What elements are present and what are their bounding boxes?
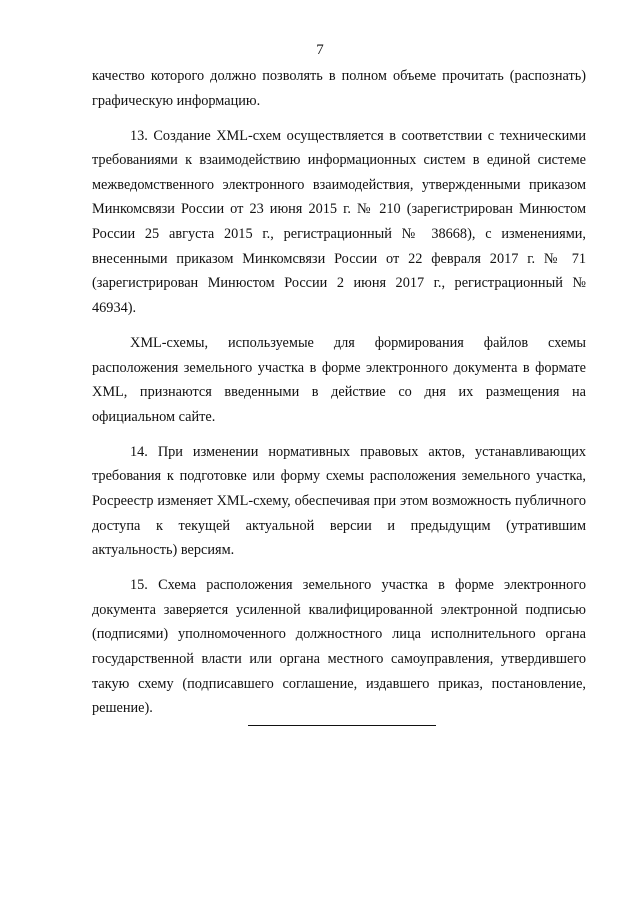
paragraph-14-schema-changes: 14. При изменении нормативных правовых актов, устанавливающих требования к подготовке или форму схемы расположения земельного участка, Росреестр изменяет XML-схему, обеспечивая при этом возможность публичного доступа к текущей актуальной версии и предыдущим (утратившим актуальность) версиям. bbox=[92, 443, 586, 559]
end-separator-line bbox=[248, 725, 436, 726]
document-body bbox=[92, 64, 586, 731]
paragraph-13-xml-schema-creation: 13. Создание XML-схем осуществляется в соответствии с техническими требованиями к взаимодействию информационных систем в единой системе межведомственного электронного взаимодействия, утвержденными приказом Минкомсвязи России от 23 июня 2015 г. № 210 (зарегистрирован Минюстом России 25 августа 2015 г., регистрационный № 38668), с изменениями, внесенными приказом Минкомсвязи России от 22 февраля 2017 г. № 71 (зарегистрирован Минюстом России 2 июня 2017 г., регистрационный № 46934). bbox=[92, 127, 586, 316]
page-number: 7 bbox=[316, 42, 324, 58]
paragraph-15-electronic-signature: 15. Схема расположения земельного участка в форме электронного документа заверяется усиленной квалифицированной электронной подписью (подписями) уполномоченного должностного лица исполнительного органа государственной власти или органа местного самоуправления, утвердившего такую схему (подписавшего соглашение, издавшего приказ, постановление, решение). bbox=[92, 577, 586, 717]
paragraph-continuation: качество которого должно позволять в полном объеме прочитать (распознать) графическую информацию. bbox=[92, 68, 586, 109]
paragraph-xml-schema-effect: XML-схемы, используемые для формирования файлов схемы расположения земельного участка в форме электронного документа в формате XML, признаются введенными в действие со дня их размещения на официальном сайте. bbox=[92, 334, 586, 425]
